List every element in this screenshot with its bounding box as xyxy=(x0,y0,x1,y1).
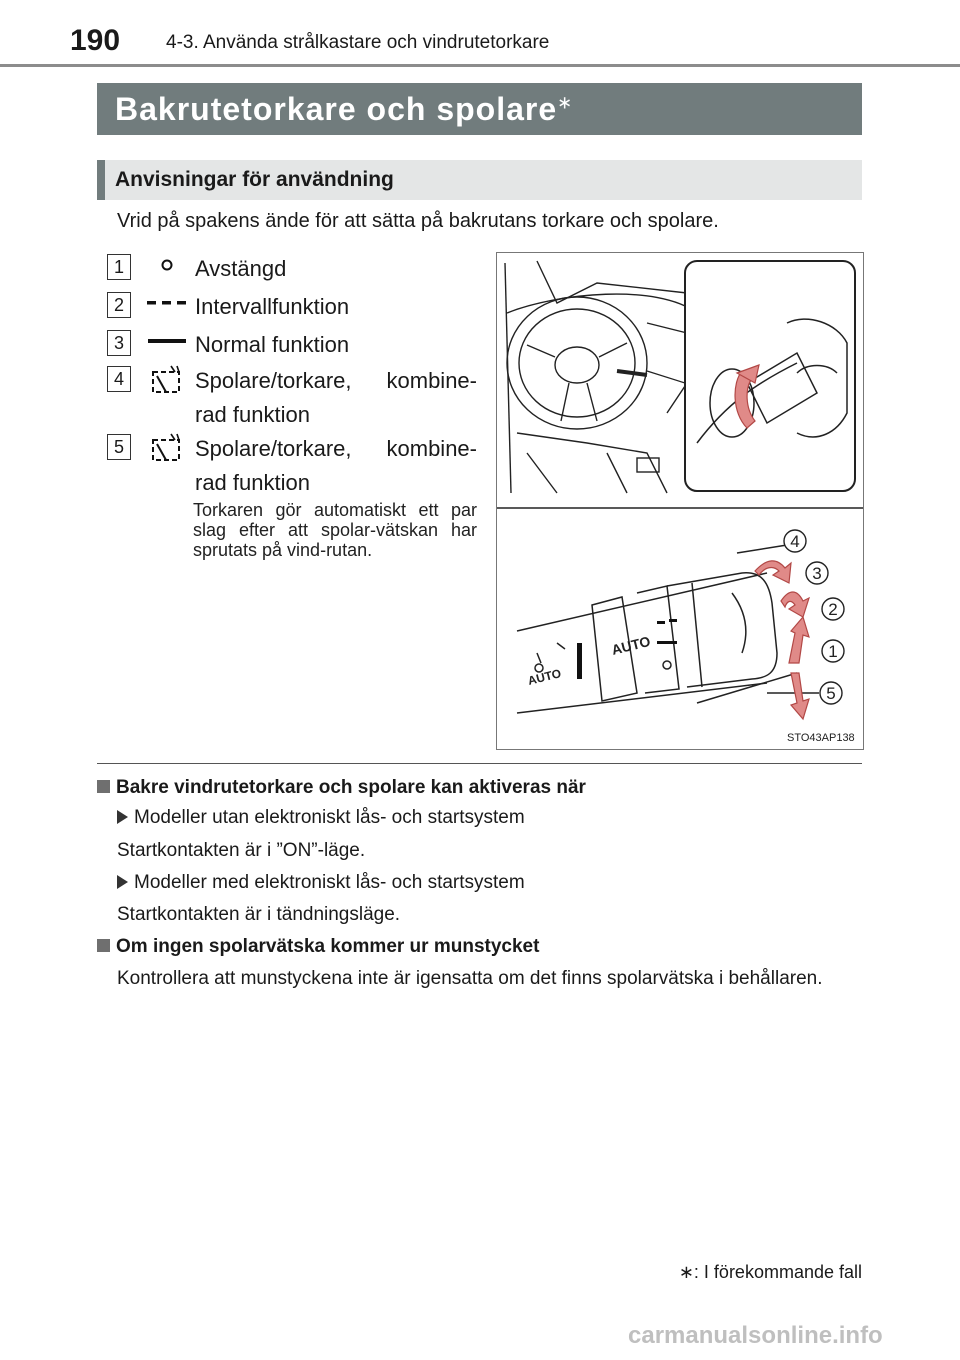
callout-label: 4 xyxy=(790,532,800,551)
figure-code: STO43AP138 xyxy=(787,732,855,744)
section-title-text: Bakrutetorkare och spolare xyxy=(115,91,558,127)
intermittent-icon xyxy=(143,290,191,318)
footnote xyxy=(679,1262,862,1283)
item-number: 1 xyxy=(107,254,131,280)
footnote-text: : I förekommande fall xyxy=(693,1262,862,1282)
item-number: 2 xyxy=(107,292,131,318)
chapter-title: 4-3. Använda strålkastare och vindrutetorkare xyxy=(166,32,550,53)
footnote-marker: ∗ xyxy=(678,1262,694,1282)
page-number: 190 xyxy=(70,24,121,57)
nozzle-text: Kontrollera att munstyckena inte är igensatta om det finns spolarvätska i behållaren. xyxy=(117,968,823,989)
auto-label: AUTO xyxy=(526,666,563,688)
callout-label: 1 xyxy=(828,642,838,661)
condition-text: Startkontakten är i tändningsläge. xyxy=(117,904,401,925)
item-number: 4 xyxy=(107,366,131,392)
item-label: Intervallfunktion xyxy=(195,294,350,319)
model-line xyxy=(117,807,525,829)
item-label: Normal funktion xyxy=(195,332,350,357)
section-title xyxy=(115,91,573,128)
model-text: Modeller med elektroniskt lås- och startsystem xyxy=(134,872,525,893)
conditions-heading-text: Bakre vindrutetorkare och spolare kan aktiveras när xyxy=(116,777,586,798)
auto-label: AUTO xyxy=(609,632,652,658)
subsection-accent xyxy=(97,160,105,200)
washer-wiper-icon xyxy=(143,364,191,396)
item-number: 3 xyxy=(107,330,131,356)
off-icon xyxy=(143,252,191,280)
item-note: Torkaren gör automatiskt ett par slag efter att spolar-vätskan har sprutats på vind-rutan. xyxy=(193,500,477,560)
item-label: Spolare/torkare, kombine-rad funktion xyxy=(195,368,477,427)
watermark: carmanualsonline.info xyxy=(628,1322,883,1349)
wiper-lever-figure xyxy=(496,252,864,750)
callout-label: 5 xyxy=(826,684,836,703)
washer-wiper-icon xyxy=(143,432,191,464)
section-bar xyxy=(97,83,862,135)
illustration xyxy=(497,253,863,749)
model-text: Modeller utan elektroniskt lås- och startsystem xyxy=(134,807,525,828)
subsection-bar xyxy=(97,160,862,200)
conditions-heading xyxy=(97,777,586,799)
intro-text: Vrid på spakens ände för att sätta på bakrutans torkare och spolare. xyxy=(117,210,719,232)
item-number: 5 xyxy=(107,434,131,460)
nozzle-heading-text: Om ingen spolarvätska kommer ur munstycket xyxy=(116,936,540,957)
condition-text: Startkontakten är i ”ON”-läge. xyxy=(117,840,366,861)
callout-label: 2 xyxy=(828,600,838,619)
square-bullet-icon xyxy=(97,780,110,793)
triangle-bullet-icon xyxy=(117,875,128,889)
subsection-title: Anvisningar för användning xyxy=(115,168,394,191)
model-line xyxy=(117,872,525,894)
item-label: Spolare/torkare, kombine-rad funktion xyxy=(195,436,477,495)
normal-icon xyxy=(143,328,191,356)
header-rule xyxy=(0,64,960,67)
nozzle-heading xyxy=(97,936,539,958)
triangle-bullet-icon xyxy=(117,810,128,824)
section-marker: ∗ xyxy=(557,92,574,113)
callout-label: 3 xyxy=(812,564,822,583)
item-label: Avstängd xyxy=(195,256,287,281)
square-bullet-icon xyxy=(97,939,110,952)
divider xyxy=(97,763,862,764)
